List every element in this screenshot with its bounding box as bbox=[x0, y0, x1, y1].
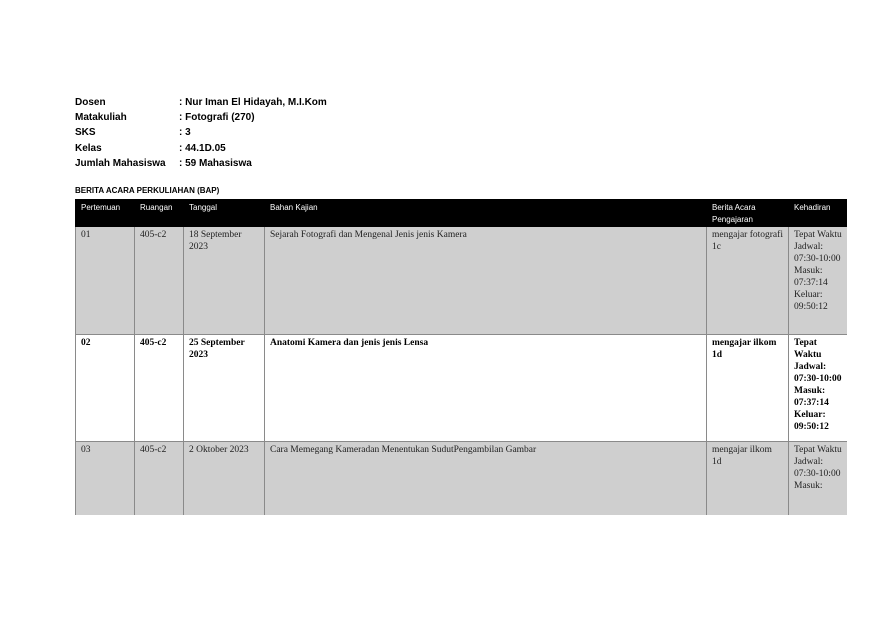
cell-bahan-kajian: Cara Memegang Kameradan Menentukan SudutPengambilan Gambar bbox=[265, 442, 707, 516]
info-label: Dosen bbox=[75, 97, 106, 108]
cell-kehadiran: Tepat Waktu Jadwal: 07:30-10:00 Masuk: 07:37:14 Keluar: 09:50:12 bbox=[789, 335, 848, 442]
info-label: Kelas bbox=[75, 142, 102, 154]
table-header-row bbox=[76, 200, 848, 227]
cell-ruangan: 405-c2 bbox=[135, 442, 184, 516]
course-info bbox=[75, 95, 327, 171]
header-tanggal: Tanggal bbox=[184, 200, 265, 227]
info-row-jumlah-mahasiswa bbox=[75, 156, 327, 171]
table-row bbox=[76, 227, 848, 335]
cell-ruangan: 405-c2 bbox=[135, 335, 184, 442]
info-value: : 3 bbox=[179, 127, 191, 139]
info-row-kelas bbox=[75, 141, 327, 156]
cell-pertemuan: 02 bbox=[76, 335, 135, 442]
cell-bahan-kajian: Sejarah Fotografi dan Mengenal Jenis jenis Kamera bbox=[265, 227, 707, 335]
header-bahan-kajian: Bahan Kajian bbox=[265, 200, 707, 227]
cell-berita-acara: mengajar ilkom 1d bbox=[707, 442, 789, 516]
bap-table bbox=[75, 199, 847, 515]
cell-kehadiran: Tepat Waktu Jadwal: 07:30-10:00 Masuk: 07:37:14 Keluar: 09:50:12 bbox=[789, 227, 848, 335]
info-value: : 44.1D.05 bbox=[179, 142, 226, 154]
header-berita-acara: Berita Acara Pengajaran bbox=[707, 200, 789, 227]
header-kehadiran: Kehadiran bbox=[789, 200, 848, 227]
cell-tanggal: 18 September 2023 bbox=[184, 227, 265, 335]
cell-berita-acara: mengajar fotografi 1c bbox=[707, 227, 789, 335]
section-title: BERITA ACARA PERKULIAHAN (BAP) bbox=[75, 186, 220, 195]
header-pertemuan: Pertemuan bbox=[76, 200, 135, 227]
table-row bbox=[76, 442, 848, 516]
cell-kehadiran: Tepat Waktu Jadwal: 07:30-10:00 Masuk: bbox=[789, 442, 848, 516]
info-value: : 59 Mahasiswa bbox=[179, 157, 252, 169]
info-label: Jumlah Mahasiswa bbox=[75, 157, 166, 169]
info-row-sks bbox=[75, 125, 327, 140]
cell-tanggal: 2 Oktober 2023 bbox=[184, 442, 265, 516]
info-value: : Fotografi (270) bbox=[179, 112, 255, 124]
info-value: : Nur Iman El Hidayah, M.I.Kom bbox=[179, 97, 327, 108]
cell-tanggal: 25 September 2023 bbox=[184, 335, 265, 442]
table-row bbox=[76, 335, 848, 442]
info-row-dosen bbox=[75, 95, 327, 110]
cell-bahan-kajian: Anatomi Kamera dan jenis jenis Lensa bbox=[265, 335, 707, 442]
header-ruangan: Ruangan bbox=[135, 200, 184, 227]
info-row-matakuliah bbox=[75, 110, 327, 125]
info-label: Matakuliah bbox=[75, 112, 127, 124]
bap-table-container bbox=[75, 199, 847, 515]
info-label: SKS bbox=[75, 127, 96, 139]
cell-berita-acara: mengajar ilkom 1d bbox=[707, 335, 789, 442]
cell-ruangan: 405-c2 bbox=[135, 227, 184, 335]
cell-pertemuan: 03 bbox=[76, 442, 135, 516]
cell-pertemuan: 01 bbox=[76, 227, 135, 335]
